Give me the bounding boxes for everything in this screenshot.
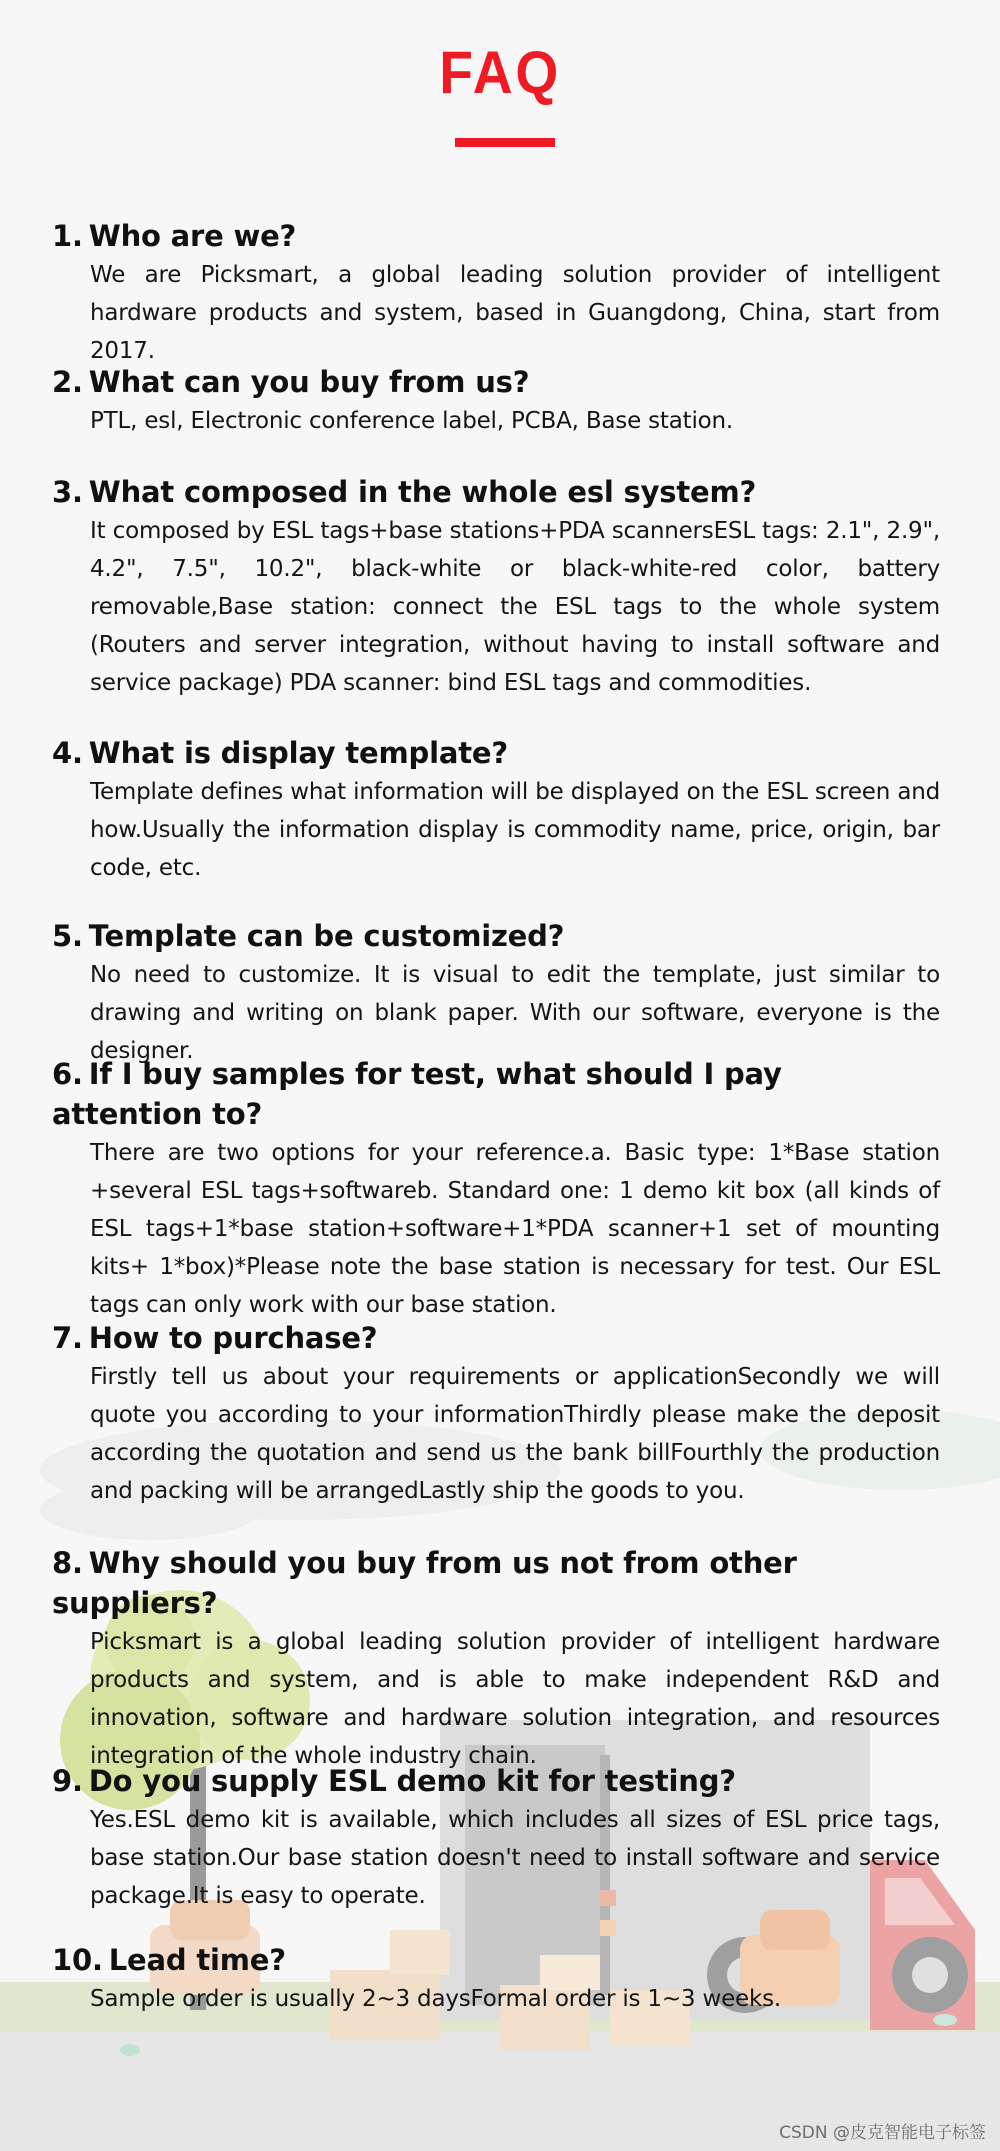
faq-answer: Sample order is usually 2~3 daysFormal order is 1~3 weeks.: [90, 1986, 781, 2012]
faq-item-2: [52, 362, 940, 440]
title-underline: [455, 138, 555, 147]
faq-number: 2.: [52, 365, 83, 399]
faq-number: 4.: [52, 736, 83, 770]
faq-item-8: [52, 1543, 940, 1775]
faq-item-5: [52, 916, 940, 1070]
faq-number: 9.: [52, 1764, 83, 1798]
faq-question: [52, 472, 940, 512]
faq-question: [52, 916, 940, 956]
faq-answer: Picksmart is a global leading solution provider of intelligent hardware products and system, and is able to make independent R&D and innovation, software and hardware solution integration, and resources integration of the whole industry chain.: [90, 1629, 940, 1769]
faq-item-10: [52, 1940, 940, 2018]
faq-item-3: [52, 472, 940, 702]
faq-question-text: Template can be customized?: [88, 919, 565, 953]
faq-item-9: [52, 1761, 940, 1915]
faq-question: [52, 733, 940, 773]
faq-answer: We are Picksmart, a global leading solution provider of intelligent hardware products and system, based in Guangdong, China, start from 2017.: [90, 262, 940, 364]
faq-answer: No need to customize. It is visual to edit the template, just similar to drawing and writing on blank paper. With our software, everyone is the designer.: [90, 962, 940, 1064]
faq-answer: Template defines what information will be displayed on the ESL screen and how.Usually the information display is commodity name, price, origin, bar code, etc.: [90, 779, 940, 881]
faq-item-7: [52, 1318, 940, 1510]
faq-question: [52, 1054, 940, 1134]
csdn-watermark: CSDN @皮克智能电子标签: [779, 2123, 986, 2143]
faq-answer: It composed by ESL tags+base stations+PDA scannersESL tags: 2.1", 2.9", 4.2", 7.5", 10.2", black-white or black-white-red color, battery removable,Base station: connect the ESL tags to the whole system (Routers and server integration, without having to install software and service package) PDA scanner: bind ESL tags and commodities.: [90, 518, 940, 696]
faq-number: 3.: [52, 475, 83, 509]
faq-question-text: What is display template?: [88, 736, 508, 770]
faq-question: [52, 1761, 940, 1801]
faq-question-text: If I buy samples for test, what should I pay attention to?: [52, 1057, 782, 1131]
faq-answer: PTL, esl, Electronic conference label, PCBA, Base station.: [90, 408, 734, 434]
faq-answer: There are two options for your reference.a. Basic type: 1*Base station +several ESL tags+softwareb. Standard one: 1 demo kit box (all kinds of ESL tags+1*base station+software+1*PDA scanner+1 set of mounting kits+ 1*box)*Please note the base station is necessary for test. Our ESL tags can only work with our base station.: [90, 1140, 940, 1318]
faq-question-text: Who are we?: [88, 219, 297, 253]
faq-answer: Yes.ESL demo kit is available, which includes all sizes of ESL price tags, base station.Our base station doesn't need to install software and service package.It is easy to operate.: [90, 1807, 940, 1909]
faq-number: 5.: [52, 919, 83, 953]
faq-question: [52, 362, 940, 402]
faq-question-text: Why should you buy from us not from other suppliers?: [52, 1546, 797, 1620]
faq-item-6: [52, 1054, 940, 1324]
faq-question-text: What composed in the whole esl system?: [88, 475, 757, 509]
faq-number: 8.: [52, 1546, 83, 1580]
faq-question: [52, 1543, 940, 1623]
faq-question-text: What can you buy from us?: [88, 365, 530, 399]
faq-question-text: How to purchase?: [88, 1321, 378, 1355]
faq-header: [0, 38, 1000, 108]
faq-number: 10.: [52, 1943, 103, 1977]
faq-number: 1.: [52, 219, 83, 253]
page-title: FAQ: [439, 39, 561, 106]
faq-item-4: [52, 733, 940, 887]
faq-answer: Firstly tell us about your requirements or applicationSecondly we will quote you according to your informationThirdly please make the deposit according the quotation and send us the bank billFourthly the production and packing will be arrangedLastly ship the goods to you.: [90, 1364, 940, 1504]
faq-question: [52, 1940, 940, 1980]
faq-number: 6.: [52, 1057, 83, 1091]
faq-question: [52, 1318, 940, 1358]
faq-number: 7.: [52, 1321, 83, 1355]
faq-question-text: Lead time?: [108, 1943, 286, 1977]
faq-question-text: Do you supply ESL demo kit for testing?: [88, 1764, 736, 1798]
faq-question: [52, 216, 940, 256]
faq-item-1: [52, 216, 940, 370]
